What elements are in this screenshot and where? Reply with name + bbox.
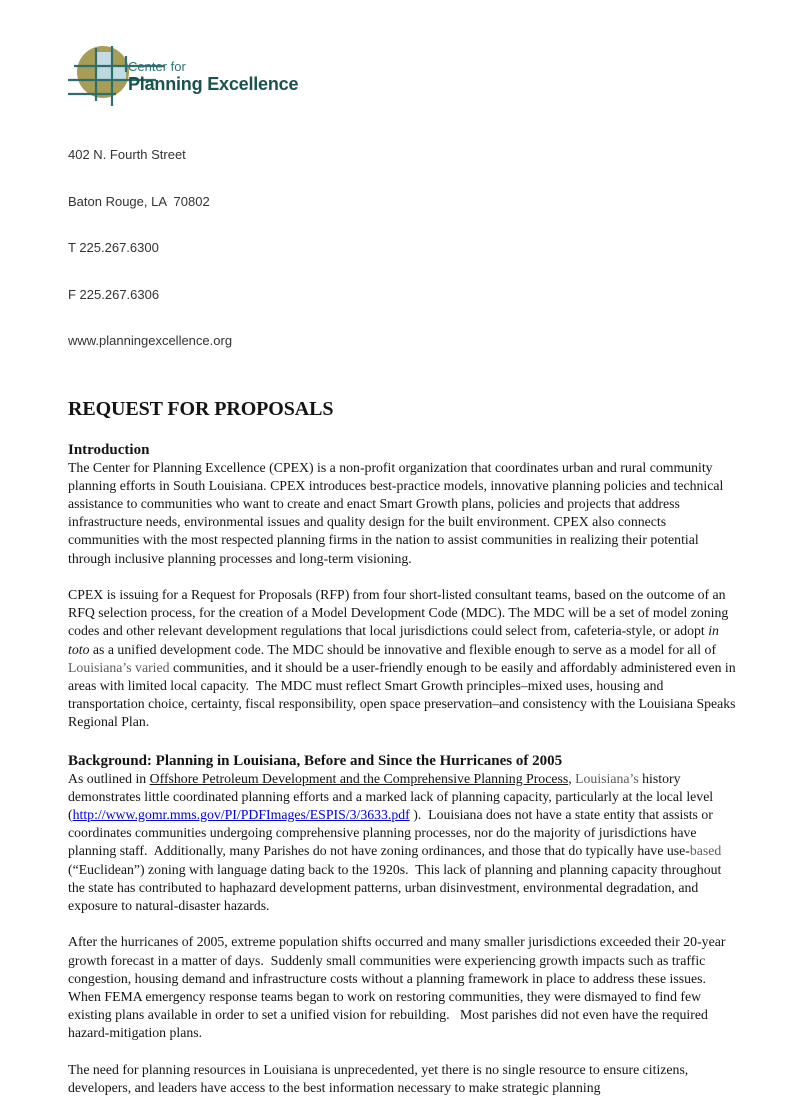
logo-bottom-text: Planning Excellence <box>128 74 298 95</box>
cpex-logo <box>68 46 368 108</box>
logo-top-text: Center for <box>128 59 298 74</box>
contact-block <box>68 116 804 380</box>
page-title: REQUEST FOR PROPOSALS <box>68 397 740 421</box>
section-heading-background: Background: Planning in Louisiana, Before and Since the Hurricanes of 2005 <box>68 752 740 770</box>
document-body <box>68 397 740 1097</box>
paragraph-background-1 <box>68 770 740 916</box>
section-heading-introduction: Introduction <box>68 441 740 459</box>
text-segment: Louisiana’s varied <box>68 660 170 675</box>
text-segment: in toto <box>68 623 722 656</box>
text-segment: communities, and it should be a user-friendly enough to be easily and affordably administered even in areas with limited local capacity. The MDC must reflect Smart Growth principles–mixed uses, housing and transportation choice, certainty, fiscal responsibility, open space preservation–and consistency with the Louisiana Speaks Regional Plan. <box>68 660 739 730</box>
paragraph-background-3 <box>68 1061 740 1097</box>
paragraph-intro-1 <box>68 459 740 568</box>
paragraph-background-2 <box>68 933 740 1042</box>
address-line-1: 402 N. Fourth Street <box>68 147 804 163</box>
text-segment: based <box>690 843 721 858</box>
paragraph-intro-2 <box>68 586 740 732</box>
text-segment: ). Louisiana does not have a state entity that assists or coordinates communities undergoing comprehensive planning processes, nor do the majority of jurisdictions have planning staff. Additionally, many Parishes do not have zoning ordinances, and those that do typically have use- <box>68 807 716 858</box>
text-segment: The Center for Planning Excellence (CPEX) is a non-profit organization that coordinates urban and rural community planning efforts in South Louisiana. CPEX introduces best-practice models, innovative planning policies and technical assistance to communities who want to create and enact Smart Growth plans, policies and projects that address infrastructure needs, environmental issues and quality design for the built environment. CPEX also connects communities with the most respected planning firms in the nation to assist communities in realizing their potential through inclusive planning processes and long-term visioning. <box>68 460 727 566</box>
document-page <box>0 46 804 1090</box>
text-segment: CPEX is issuing for a Request for Proposals (RFP) from four short-listed consultant teams, based on the outcome of an RFQ selection process, for the creation of a Model Development Code (MDC). The MDC will be a set of model zoning codes and other relevant development regulations that local jurisdictions could select from, cafeteria-style, or adopt <box>68 587 732 638</box>
text-segment: The need for planning resources in Louisiana is unprecedented, yet there is no single resource to ensure citizens, developers, and leaders have access to the best information necessary to make strategic planning <box>68 1062 692 1095</box>
text-segment: As outlined in <box>68 771 150 786</box>
document-hyperlink[interactable]: http://www.gomr.mms.gov/PI/PDFImages/ESPIS/3/3633.pdf <box>73 807 410 822</box>
text-segment: Louisiana’s <box>575 771 639 786</box>
cpex-logo-text <box>128 59 298 95</box>
address-line-2: Baton Rouge, LA 70802 <box>68 194 804 210</box>
website-text: www.planningexcellence.org <box>68 333 804 349</box>
text-segment: (“Euclidean”) zoning with language dating back to the 1920s. This lack of planning and planning capacity throughout the state has contributed to haphazard development patterns, urban disinvestment, environmental degradation, and exposure to natural-disaster hazards. <box>68 843 725 913</box>
phone-line: T 225.267.6300 <box>68 240 804 256</box>
text-segment: history demonstrates little coordinated planning efforts and a marked lack of planning capacity, particularly at the local level ( <box>68 771 717 822</box>
text-segment: Offshore Petroleum Development and the Comprehensive Planning Process, <box>150 771 572 786</box>
text-segment: After the hurricanes of 2005, extreme population shifts occurred and many smaller jurisdictions exceeded their 20-year growth forecast in a matter of days. Suddenly small communities were experiencing growth impacts such as traffic congestion, housing demand and infrastructure costs without a planning framework in place to address these issues. When FEMA emergency response teams began to work on restoring communities, they were dismayed to find few existing plans available in order to set a unified vision for rebuilding. Most parishes did not even have the required hazard-mitigation plans. <box>68 934 729 1040</box>
fax-line: F 225.267.6306 <box>68 287 804 303</box>
text-segment: as a unified development code. The MDC should be innovative and flexible enough to serve as a model for all of <box>89 642 719 657</box>
